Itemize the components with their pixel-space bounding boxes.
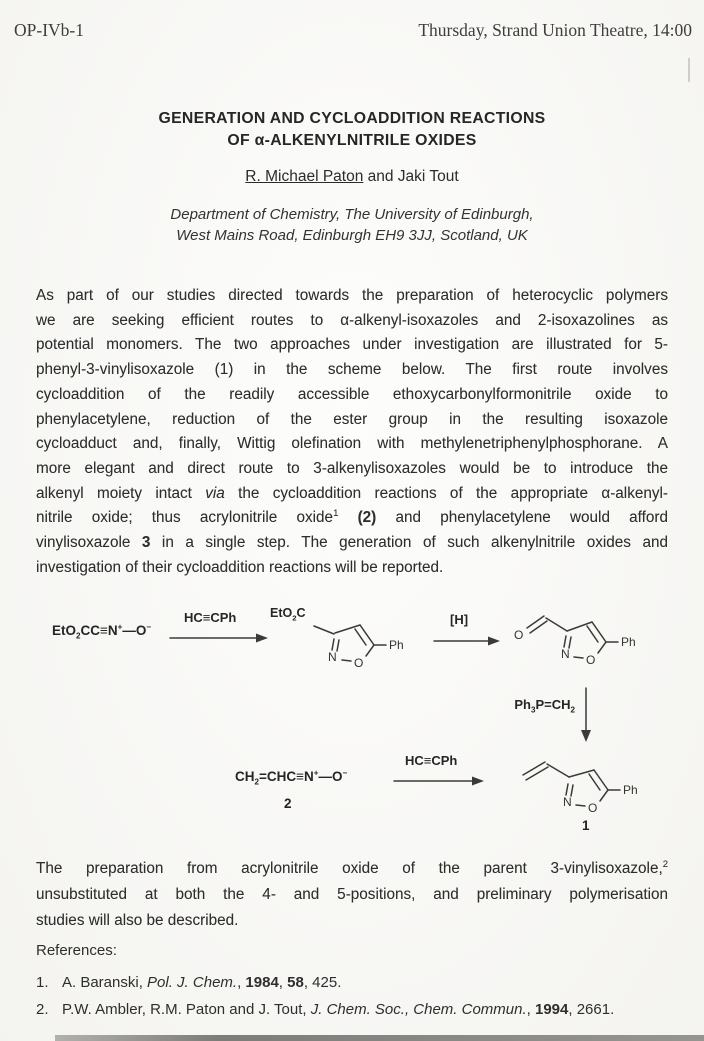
session-code: OP-IVb-1 — [14, 20, 84, 40]
reference-item — [36, 969, 676, 996]
abstract-paragraph-2 — [36, 856, 668, 934]
aldehyde-and-ring-bonds — [527, 616, 618, 658]
arrow4-reagent-label: HC≡CPh — [405, 753, 458, 768]
compound-1-label: 1 — [582, 818, 590, 833]
nitrile-oxide-formula: EtO$_2$CC≡N+—O− — [52, 622, 152, 641]
paragraph-line: alkenyl moiety intact via the cycloaddition reactions of the appropriate α-alkenyl- — [36, 484, 669, 502]
ring-nitrogen-label: N — [561, 647, 570, 661]
reference-text: A. Baranski, Pol. J. Chem., 1984, 58, 425. — [62, 974, 342, 991]
paragraph-line: cycloadduct and, finally, Wittig olefination with methylenetriphenylphosphorane. A — [36, 435, 668, 453]
paragraph-line: more elegant and direct route to 3-alkenylisoxazoles would be to introduce the — [36, 459, 668, 477]
paragraph-line: potential monomers. The two approaches under investigation are illustrated for 5- — [36, 336, 668, 354]
paragraph-line: As part of our studies directed towards the preparation of heterocyclic polymers — [36, 287, 668, 304]
ring-nitrogen-label: N — [328, 650, 337, 664]
affiliation — [0, 204, 704, 246]
coauthor: and Jaki Tout — [363, 168, 459, 185]
paper-title — [0, 108, 704, 152]
presenting-author: R. Michael Paton — [245, 168, 364, 185]
authors-line — [0, 168, 704, 186]
reference-text: P.W. Ambler, R.M. Paton and J. Tout, J. Chem. Soc., Chem. Commun., 1994, 2661. — [62, 1001, 615, 1018]
reference-number: 2. — [36, 1001, 49, 1018]
ester-substituent-label: EtO$_2$C — [270, 606, 306, 623]
paper-title-line1: GENERATION AND CYCLOADDITION REACTIONS — [158, 110, 546, 127]
reference-number: 1. — [36, 974, 49, 991]
paragraph-line: we are seeking efficient routes to α-alkenyl-isoxazoles and 2-isoxazolines as — [36, 311, 668, 329]
wittig-reagent-label: $Ph_3P=CH_2$ — [514, 697, 575, 715]
vinyl-isoxazole-structure — [495, 748, 665, 840]
acrylonitrile-oxide-formula: $CH_2=CHC\equiv N^+—O^-$ — [235, 768, 348, 787]
isoxazole-ring-bonds — [314, 625, 386, 661]
paragraph-line: phenyl-3-vinylisoxazole (1) in the scheme below. The first route involves — [36, 361, 668, 379]
paragraph-line: unsubstituted at both the 4- and 5-positions, and preliminary polymerisation — [36, 886, 668, 903]
paragraph-line: cycloaddition of the readily accessible ethoxycarbonylformonitrile oxide to — [36, 385, 668, 403]
paragraph-line: phenylacetylene, reduction of the ester group in the resulting isoxazole — [36, 410, 668, 428]
ring-oxygen-label: O — [588, 801, 598, 815]
page-header — [14, 20, 692, 41]
affiliation-line2: West Mains Road, Edinburgh EH9 3JJ, Scotland, UK — [176, 227, 528, 244]
session-schedule: Thursday, Strand Union Theatre, 14:00 — [418, 20, 692, 40]
reference-item — [36, 996, 676, 1023]
ring-oxygen-label: O — [354, 656, 364, 670]
paragraph-line: investigation of their cycloaddition reactions will be reported. — [36, 558, 444, 576]
paragraph-line: The preparation from acrylonitrile oxide of the parent 3-vinylisoxazole,$^2$ — [36, 858, 668, 877]
ring-nitrogen-label: N — [563, 795, 572, 809]
ring-oxygen-label: O — [586, 653, 596, 667]
phenyl-label: Ph — [621, 635, 636, 649]
reaction-arrow-right-3 — [392, 773, 484, 789]
arrow2-reagent-label: [H] — [450, 612, 469, 627]
abstract-paragraph-1 — [36, 284, 668, 580]
references-heading: References: — [36, 942, 117, 959]
compound-2-label: 2 — [284, 796, 292, 811]
scan-mark-artifact — [688, 58, 690, 82]
phenyl-label: Ph — [623, 783, 638, 797]
paper-title-line2: OF α-ALKENYLNITRILE OXIDES — [227, 132, 477, 149]
arrow1-reagent-label: HC≡CPh — [184, 610, 237, 625]
paragraph-line: nitrile oxide; thus acrylonitrile oxide$^1$ (2) and phenylacetylene would afford — [36, 508, 669, 527]
phenyl-label: Ph — [389, 638, 404, 652]
references-section — [36, 942, 676, 1023]
reaction-arrow-down — [577, 686, 595, 744]
aldehyde-oxygen-label: O — [514, 628, 524, 642]
scan-edge-artifact — [55, 1035, 704, 1041]
aldehyde-isoxazole-structure — [500, 595, 655, 675]
reaction-arrow-right-2 — [432, 633, 500, 649]
reaction-arrow-right-1 — [168, 630, 268, 646]
ester-isoxazole-structure — [270, 600, 420, 680]
affiliation-line1: Department of Chemistry, The University of Edinburgh, — [170, 206, 534, 223]
paragraph-line: studies will also be described. — [36, 912, 239, 929]
paragraph-line: vinylisoxazole 3 in a single step. The generation of such alkenylnitrile oxides and — [36, 534, 668, 552]
